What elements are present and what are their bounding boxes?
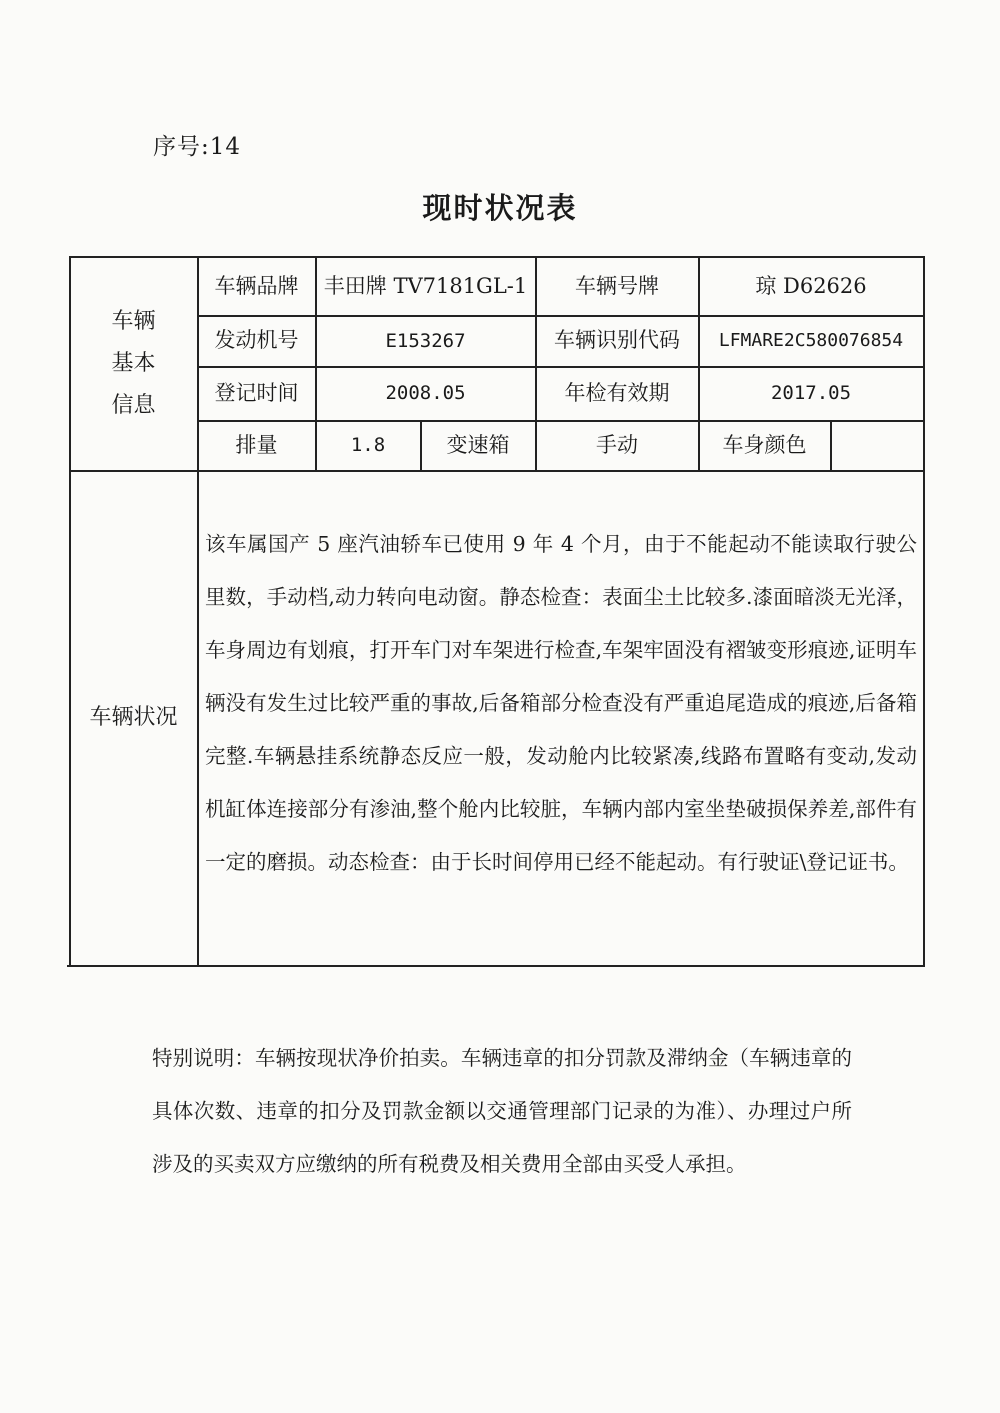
- plate-label: 车辆号牌: [575, 273, 659, 298]
- special-note: 特别说明：车辆按现状净价拍卖。车辆违章的扣分罚款及滞纳金（车辆违章的具体次数、违章的扣分及罚款金额以交通管理部门记录的为准）、办理过户所涉及的买卖双方应缴纳的所有税费及相关费用全部由买受人承担。: [152, 1046, 852, 1176]
- condition-label: 车辆状况: [89, 705, 178, 731]
- engine-number-value: E153267: [385, 329, 466, 352]
- page-title: 现时状况表: [422, 191, 578, 225]
- registration-date-value: 2008.05: [385, 382, 466, 405]
- body-color-label: 车身颜色: [722, 432, 807, 457]
- gearbox-value: 手动: [596, 432, 638, 457]
- displacement-label: 排量: [235, 432, 278, 457]
- engine-number-label: 发动机号: [214, 328, 299, 353]
- table-border-right: [923, 256, 925, 967]
- condition-description: 该车属国产 5 座汽油轿车已使用 9 年 4 个月，由于不能起动不能读取行驶公里数，手动档,动力转向电动窗。静态检查：表面尘土比较多.漆面暗淡无光泽，车身周边有划痕，打开车门对车架进行检查,车架牢固没有褶皱变形痕迹,证明车辆没有发生过比较严重的事故,后备箱部分检查没有严重追尾造成的痕迹,后备箱完整.车辆悬挂系统静态反应一般，发动舱内比较紧凑,线路布置略有变动,发动机缸体连接部分有渗油,整个舱内比较脏，车辆内部内室坐垫破损保养差,部件有一定的磨损。动态检查：由于长时间停用已经不能起动。有行驶证\登记证书。: [205, 532, 917, 874]
- registration-date-label: 登记时间: [214, 380, 299, 405]
- section-basic-info-label: 车辆 基本 信息: [111, 308, 156, 419]
- displacement-value: 1.8: [350, 434, 386, 457]
- serial-number: 序号:14: [153, 134, 242, 160]
- table-border-bottom: [67, 965, 925, 967]
- body-color-value: [831, 421, 923, 470]
- gearbox-label: 变速箱: [446, 432, 510, 457]
- inspection-validity-label: 年检有效期: [564, 380, 670, 405]
- brand-label: 车辆品牌: [214, 273, 299, 298]
- brand-value: 丰田牌 TV7181GL-1: [323, 273, 528, 298]
- inspection-validity-value: 2017.05: [770, 382, 852, 405]
- vin-label: 车辆识别代码: [554, 328, 680, 353]
- plate-value: 琼 D62626: [755, 273, 867, 298]
- vin-value: LFMARE2C580076854: [718, 330, 904, 352]
